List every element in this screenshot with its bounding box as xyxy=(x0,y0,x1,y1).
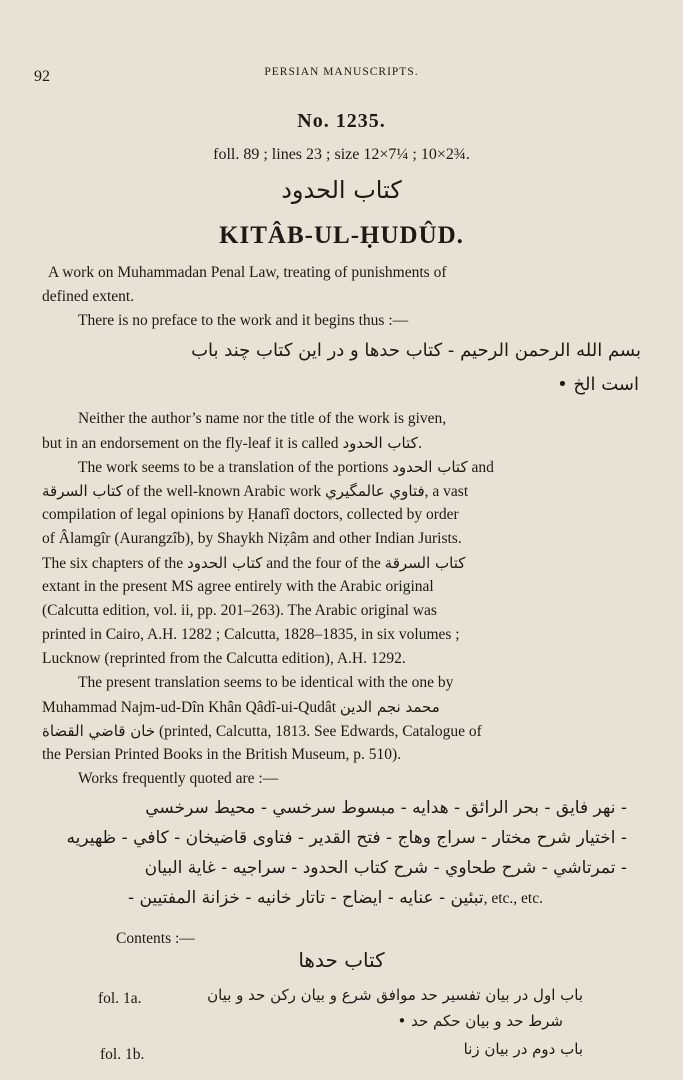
work2b: , a vast xyxy=(424,483,469,500)
intro-line-1: A work on Muhammadan Penal Law, treating of punishments of xyxy=(48,264,447,281)
trans-line-1: The present translation seems to be identical with the one by xyxy=(78,674,454,691)
quoted-etc: , etc., etc. xyxy=(483,890,543,907)
work5-arabic-1: كتاب الحدود xyxy=(187,554,263,572)
page-number: 92 xyxy=(34,68,50,85)
work-line-2 xyxy=(42,482,468,501)
trans2-arabic: محمد نجم الدين xyxy=(339,698,440,716)
trans-line-4: the Persian Printed Books in the British Museum, p. 510). xyxy=(42,746,402,763)
entry-meta: foll. 89 ; lines 23 ; size 12×7¼ ; 10×2¾. xyxy=(213,146,470,163)
contents-arabic-1: باب اول در بيان تفسير حد موافق شرع و بيان ركن حد و بيان xyxy=(207,986,583,1004)
work2a: of the well-known Arabic work xyxy=(126,483,322,500)
work1-arabic: كتاب الحدود xyxy=(392,458,468,476)
work5b: and the four of the xyxy=(266,555,381,572)
neither-line-2 xyxy=(42,434,423,453)
work-line-4: of Âlamgîr (Aurangzîb), by Shaykh Niẓâm and other Indian Jurists. xyxy=(42,530,462,547)
work1b: and xyxy=(471,459,494,476)
arabic-quote-1: بسم الله الرحمن الرحيم - كتاب حدها و در اين كتاب چند باب xyxy=(191,340,641,361)
work5a: The six chapters of the xyxy=(42,555,184,572)
arabic-quote-2: است الخ • xyxy=(557,374,639,395)
contents-arabic-2: باب دوم در بيان زنا xyxy=(463,1040,583,1058)
work5-arabic-2: كتاب السرقة xyxy=(384,554,466,572)
quoted-line-4 xyxy=(128,888,543,908)
trans3-arabic: خان قاضي القضاة xyxy=(42,722,156,740)
work1a: The work seems to be a translation of the portions xyxy=(78,459,389,476)
work-line-5 xyxy=(42,554,465,573)
work-line-9: Lucknow (reprinted from the Calcutta edition), A.H. 1292. xyxy=(42,650,406,667)
trans-line-3 xyxy=(42,722,482,741)
work-line-1 xyxy=(78,458,494,477)
work2-arabic-2: فتاوي عالمگيري xyxy=(325,482,425,500)
work-line-6: extant in the present MS agree entirely with the Arabic original xyxy=(42,578,434,595)
neither-arabic: كتاب الحدود. xyxy=(342,434,423,452)
contents-arabic-1b: شرط حد و بيان حكم حد • xyxy=(397,1012,563,1030)
intro-line-2: defined extent. xyxy=(42,288,135,305)
trans3b: (printed, Calcutta, 1813. See Edwards, Catalogue of xyxy=(159,723,482,740)
running-title: PERSIAN MANUSCRIPTS. xyxy=(264,66,419,78)
work2-arabic-1: كتاب السرقة xyxy=(42,482,123,500)
contents-title-arabic: كتاب حدها xyxy=(298,948,385,972)
contents-fol-2: fol. 1b. xyxy=(100,1046,145,1063)
trans-line-2 xyxy=(42,698,440,717)
work-line-8: printed in Cairo, A.H. 1282 ; Calcutta, 1828–1835, in six volumes ; xyxy=(42,626,460,643)
arabic-title: كتاب الحدود xyxy=(281,176,402,204)
neither-line-1: Neither the author’s name nor the title of the work is given, xyxy=(78,410,447,427)
work-line-3: compilation of legal opinions by Ḥanafî doctors, collected by order xyxy=(42,506,459,523)
main-title: KITÂB-UL-ḤUDÛD. xyxy=(219,222,464,249)
quoted-arabic-1: - نهر فايق - بحر الرائق - هدايه - مبسوط سرخسي - محيط سرخسي xyxy=(145,798,627,818)
quoted-arabic-2: - اختيار شرح مختار - سراج وهاج - فتح القدير - فتاوى قاضيخان - كافي - ظهيريه xyxy=(66,828,627,848)
contents-label: Contents :— xyxy=(116,930,195,947)
entry-number: No. 1235. xyxy=(297,110,386,132)
contents-fol-1: fol. 1a. xyxy=(98,990,142,1007)
neither-text: but in an endorsement on the fly-leaf it is called xyxy=(42,435,339,452)
quoted-arabic-3: - تمرتاشي - شرح طحاوي - شرح كتاب الحدود - سراجيه - غاية البيان xyxy=(144,858,627,878)
begins-line: There is no preface to the work and it begins thus :— xyxy=(78,312,409,329)
quoted-arabic-4: - تبئين - عنايه - ايضاح - تاتار خانيه - خزانة المفتيين xyxy=(127,888,484,908)
trans2a: Muhammad Najm-ud-Dîn Khân Qâdî-ui-Qudât xyxy=(42,699,337,716)
work-line-7: (Calcutta edition, vol. ii, pp. 201–263). The Arabic original was xyxy=(42,602,437,619)
works-quoted-line: Works frequently quoted are :— xyxy=(78,770,279,787)
